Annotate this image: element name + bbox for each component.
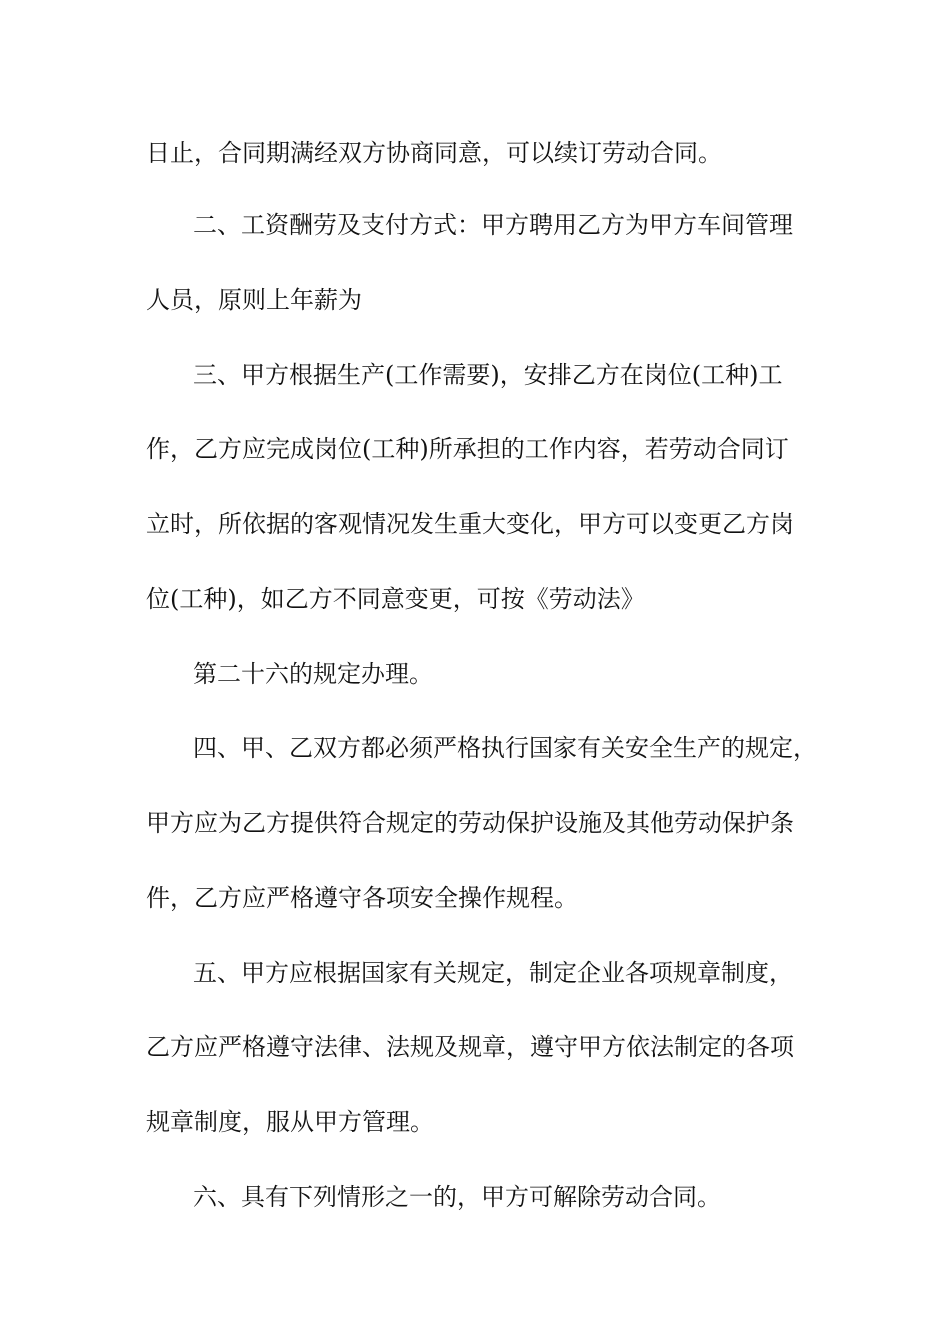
- text-line: 乙方应严格遵守法律、法规及规章，遵守甲方依法制定的各项: [146, 1033, 794, 1061]
- text-line: 日止，合同期满经双方协商同意，可以续订劳动合同。: [146, 139, 722, 167]
- text-line: 作，乙方应完成岗位(工种)所承担的工作内容，若劳动合同订: [146, 435, 789, 463]
- text-line: 件，乙方应严格遵守各项安全操作规程。: [146, 884, 578, 912]
- text-line: 六、具有下列情形之一的，甲方可解除劳动合同。: [193, 1183, 721, 1211]
- text-line: 二、工资酬劳及支付方式：甲方聘用乙方为甲方车间管理: [193, 211, 793, 239]
- text-line: 甲方应为乙方提供符合规定的劳动保护设施及其他劳动保护条: [146, 809, 794, 837]
- text-line: 五、甲方应根据国家有关规定，制定企业各项规章制度，: [193, 959, 793, 987]
- text-line: 规章制度，服从甲方管理。: [146, 1108, 434, 1136]
- text-line: 立时，所依据的客观情况发生重大变化，甲方可以变更乙方岗: [146, 510, 794, 538]
- text-line: 第二十六的规定办理。: [193, 660, 433, 688]
- text-line: 四、甲、乙双方都必须严格执行国家有关安全生产的规定，: [193, 734, 817, 762]
- text-line: 三、甲方根据生产(工作需要)，安排乙方在岗位(工种)工: [193, 361, 783, 389]
- text-line: 位(工种)，如乙方不同意变更，可按《劳动法》: [146, 585, 645, 613]
- text-line: 人员，原则上年薪为: [146, 286, 362, 314]
